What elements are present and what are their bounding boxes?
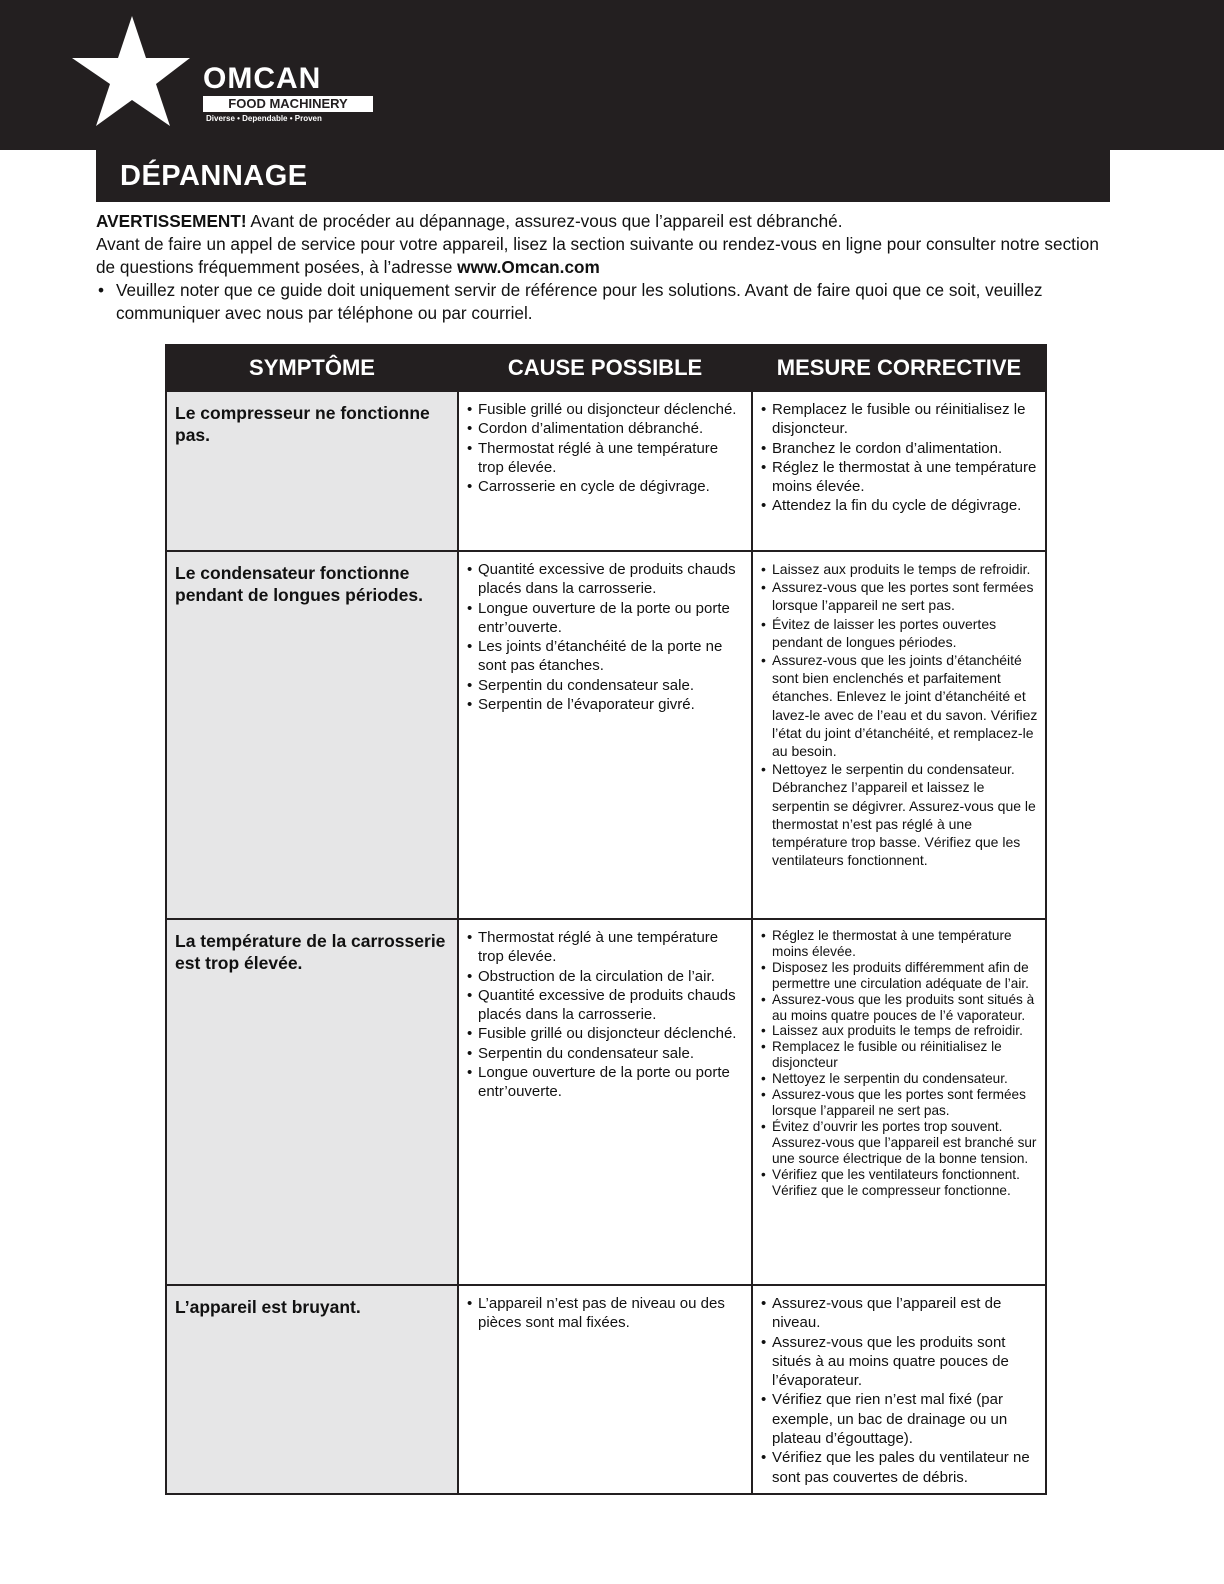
bullet-dot: • <box>98 280 105 300</box>
warning-text: Avant de procéder au dépannage, assurez-vous que l’appareil est débranché. <box>246 211 843 231</box>
measure-item: • Évitez de laisser les portes ouvertes pendant de longues périodes. <box>761 615 1039 651</box>
logo-subbrand-text: FOOD MACHINERY <box>203 96 373 112</box>
website-link[interactable]: www.Omcan.com <box>457 257 600 277</box>
cause-cell <box>458 919 752 1285</box>
measure-item: • Vérifiez que rien n’est mal fixé (par exemple, un bac de drainage ou un plateau d’égouttage). <box>761 1390 1039 1448</box>
cause-item: • Quantité excessive de produits chauds placés dans la carrosserie. <box>467 560 745 599</box>
header-symptom: SYMPTÔME <box>166 345 458 391</box>
cause-item: • Cordon d’alimentation débranché. <box>467 419 745 438</box>
symptom-cell: L’appareil est bruyant. <box>166 1285 458 1494</box>
measure-item: • Réglez le thermostat à une température moins élevée. <box>761 928 1039 960</box>
service-line <box>96 233 1106 279</box>
symptom-cell: Le condensateur fonctionne pendant de longues périodes. <box>166 551 458 919</box>
cause-item: • Longue ouverture de la porte ou porte entr’ouverte. <box>467 599 745 638</box>
measure-cell <box>752 919 1046 1285</box>
note-text: Veuillez noter que ce guide doit uniquement servir de référence pour les solutions. Avant de faire quoi que ce soit, veuillez communiquer avec nous par téléphone ou par courriel. <box>116 280 1043 323</box>
page-title: DÉPANNAGE <box>120 160 308 192</box>
cause-item: • Serpentin de l’évaporateur givré. <box>467 695 745 714</box>
measure-item: • Branchez le cordon d’alimentation. <box>761 439 1039 458</box>
symptom-cell: Le compresseur ne fonctionne pas. <box>166 391 458 551</box>
star-icon <box>68 14 208 132</box>
header-measure: MESURE CORRECTIVE <box>752 345 1046 391</box>
table-row <box>166 1285 1046 1494</box>
table-header-row <box>166 345 1046 391</box>
service-text: Avant de faire un appel de service pour votre appareil, lisez la section suivante ou rendez-vous en ligne pour consulter notre section de questions fréquemment posées, à l’adresse <box>96 234 1099 277</box>
intro-block <box>96 210 1106 325</box>
warning-line <box>96 210 1106 233</box>
cause-item: • Fusible grillé ou disjoncteur déclenché. <box>467 1024 745 1043</box>
warning-label: AVERTISSEMENT! <box>96 211 247 231</box>
cause-item: • Quantité excessive de produits chauds placés dans la carrosserie. <box>467 986 745 1025</box>
table-row <box>166 391 1046 551</box>
cause-item: • Fusible grillé ou disjoncteur déclenché. <box>467 400 745 419</box>
measure-cell <box>752 391 1046 551</box>
cause-item: • Serpentin du condensateur sale. <box>467 1044 745 1063</box>
cause-item: • Les joints d’étanchéité de la porte ne sont pas étanches. <box>467 637 745 676</box>
measure-item: • Assurez-vous que les portes sont fermées lorsque l’appareil ne sert pas. <box>761 1087 1039 1119</box>
omcan-logo <box>68 14 348 132</box>
table-row <box>166 919 1046 1285</box>
cause-item: • Obstruction de la circulation de l’air. <box>467 967 745 986</box>
cause-item: • L’appareil n’est pas de niveau ou des pièces sont mal fixées. <box>467 1294 745 1333</box>
measure-cell <box>752 551 1046 919</box>
header-cause: CAUSE POSSIBLE <box>458 345 752 391</box>
measure-item: • Laissez aux produits le temps de refroidir. <box>761 560 1039 578</box>
measure-item: • Laissez aux produits le temps de refroidir. <box>761 1023 1039 1039</box>
measure-item: • Nettoyez le serpentin du condensateur. <box>761 1071 1039 1087</box>
note-bullet <box>96 279 1106 325</box>
measure-item: • Assurez-vous que les produits sont situés à au moins quatre pouces de l’é vaporateur. <box>761 992 1039 1024</box>
section-title-bar <box>96 150 1110 202</box>
cause-item: • Serpentin du condensateur sale. <box>467 676 745 695</box>
cause-cell <box>458 1285 752 1494</box>
measure-item: • Disposez les produits différemment afin de permettre une circulation adéquate de l’air. <box>761 960 1039 992</box>
measure-item: • Évitez d’ouvrir les portes trop souvent. Assurez-vous que l’appareil est branché sur une source électrique de la bonne tension. <box>761 1119 1039 1167</box>
table-row <box>166 551 1046 919</box>
logo-tagline: Diverse • Dependable • Proven <box>206 114 322 123</box>
troubleshooting-table <box>165 344 1047 1495</box>
cause-cell <box>458 391 752 551</box>
logo-brand-text: OMCAN <box>203 62 322 95</box>
measure-item: • Remplacez le fusible ou réinitialisez le disjoncteur <box>761 1039 1039 1071</box>
measure-item: • Assurez-vous que l’appareil est de niveau. <box>761 1294 1039 1333</box>
measure-item: • Vérifiez que les ventilateurs fonctionnent. Vérifiez que le compresseur fonctionne. <box>761 1167 1039 1199</box>
measure-item: • Remplacez le fusible ou réinitialisez le disjoncteur. <box>761 400 1039 439</box>
measure-item: • Attendez la fin du cycle de dégivrage. <box>761 496 1039 515</box>
measure-item: • Réglez le thermostat à une température moins élevée. <box>761 458 1039 497</box>
cause-item: • Thermostat réglé à une température trop élevée. <box>467 928 745 967</box>
measure-item: • Assurez-vous que les produits sont situés à au moins quatre pouces de l’évaporateur. <box>761 1333 1039 1391</box>
symptom-cell: La température de la carrosserie est trop élevée. <box>166 919 458 1285</box>
measure-item: • Assurez-vous que les joints d’étanchéité sont bien enclenchés et parfaitement étanches. Enlevez le joint d’étanchéité et lavez-le avec de l’eau et du savon. Vérifiez l’état du joint d’étanchéité, et remplacez-le au besoin. <box>761 651 1039 760</box>
cause-item: • Longue ouverture de la porte ou porte entr’ouverte. <box>467 1063 745 1102</box>
cause-cell <box>458 551 752 919</box>
measure-item: • Vérifiez que les pales du ventilateur ne sont pas couvertes de débris. <box>761 1448 1039 1487</box>
measure-cell <box>752 1285 1046 1494</box>
measure-item: • Nettoyez le serpentin du condensateur. Débranchez l’appareil et laissez le serpentin se dégivrer. Assurez-vous que le thermostat n’est pas réglé à une température trop basse. Vérifiez que les ventilateurs fonctionnent. <box>761 760 1039 869</box>
measure-item: • Assurez-vous que les portes sont fermées lorsque l’appareil ne sert pas. <box>761 578 1039 614</box>
cause-item: • Thermostat réglé à une température trop élevée. <box>467 439 745 478</box>
cause-item: • Carrosserie en cycle de dégivrage. <box>467 477 745 496</box>
